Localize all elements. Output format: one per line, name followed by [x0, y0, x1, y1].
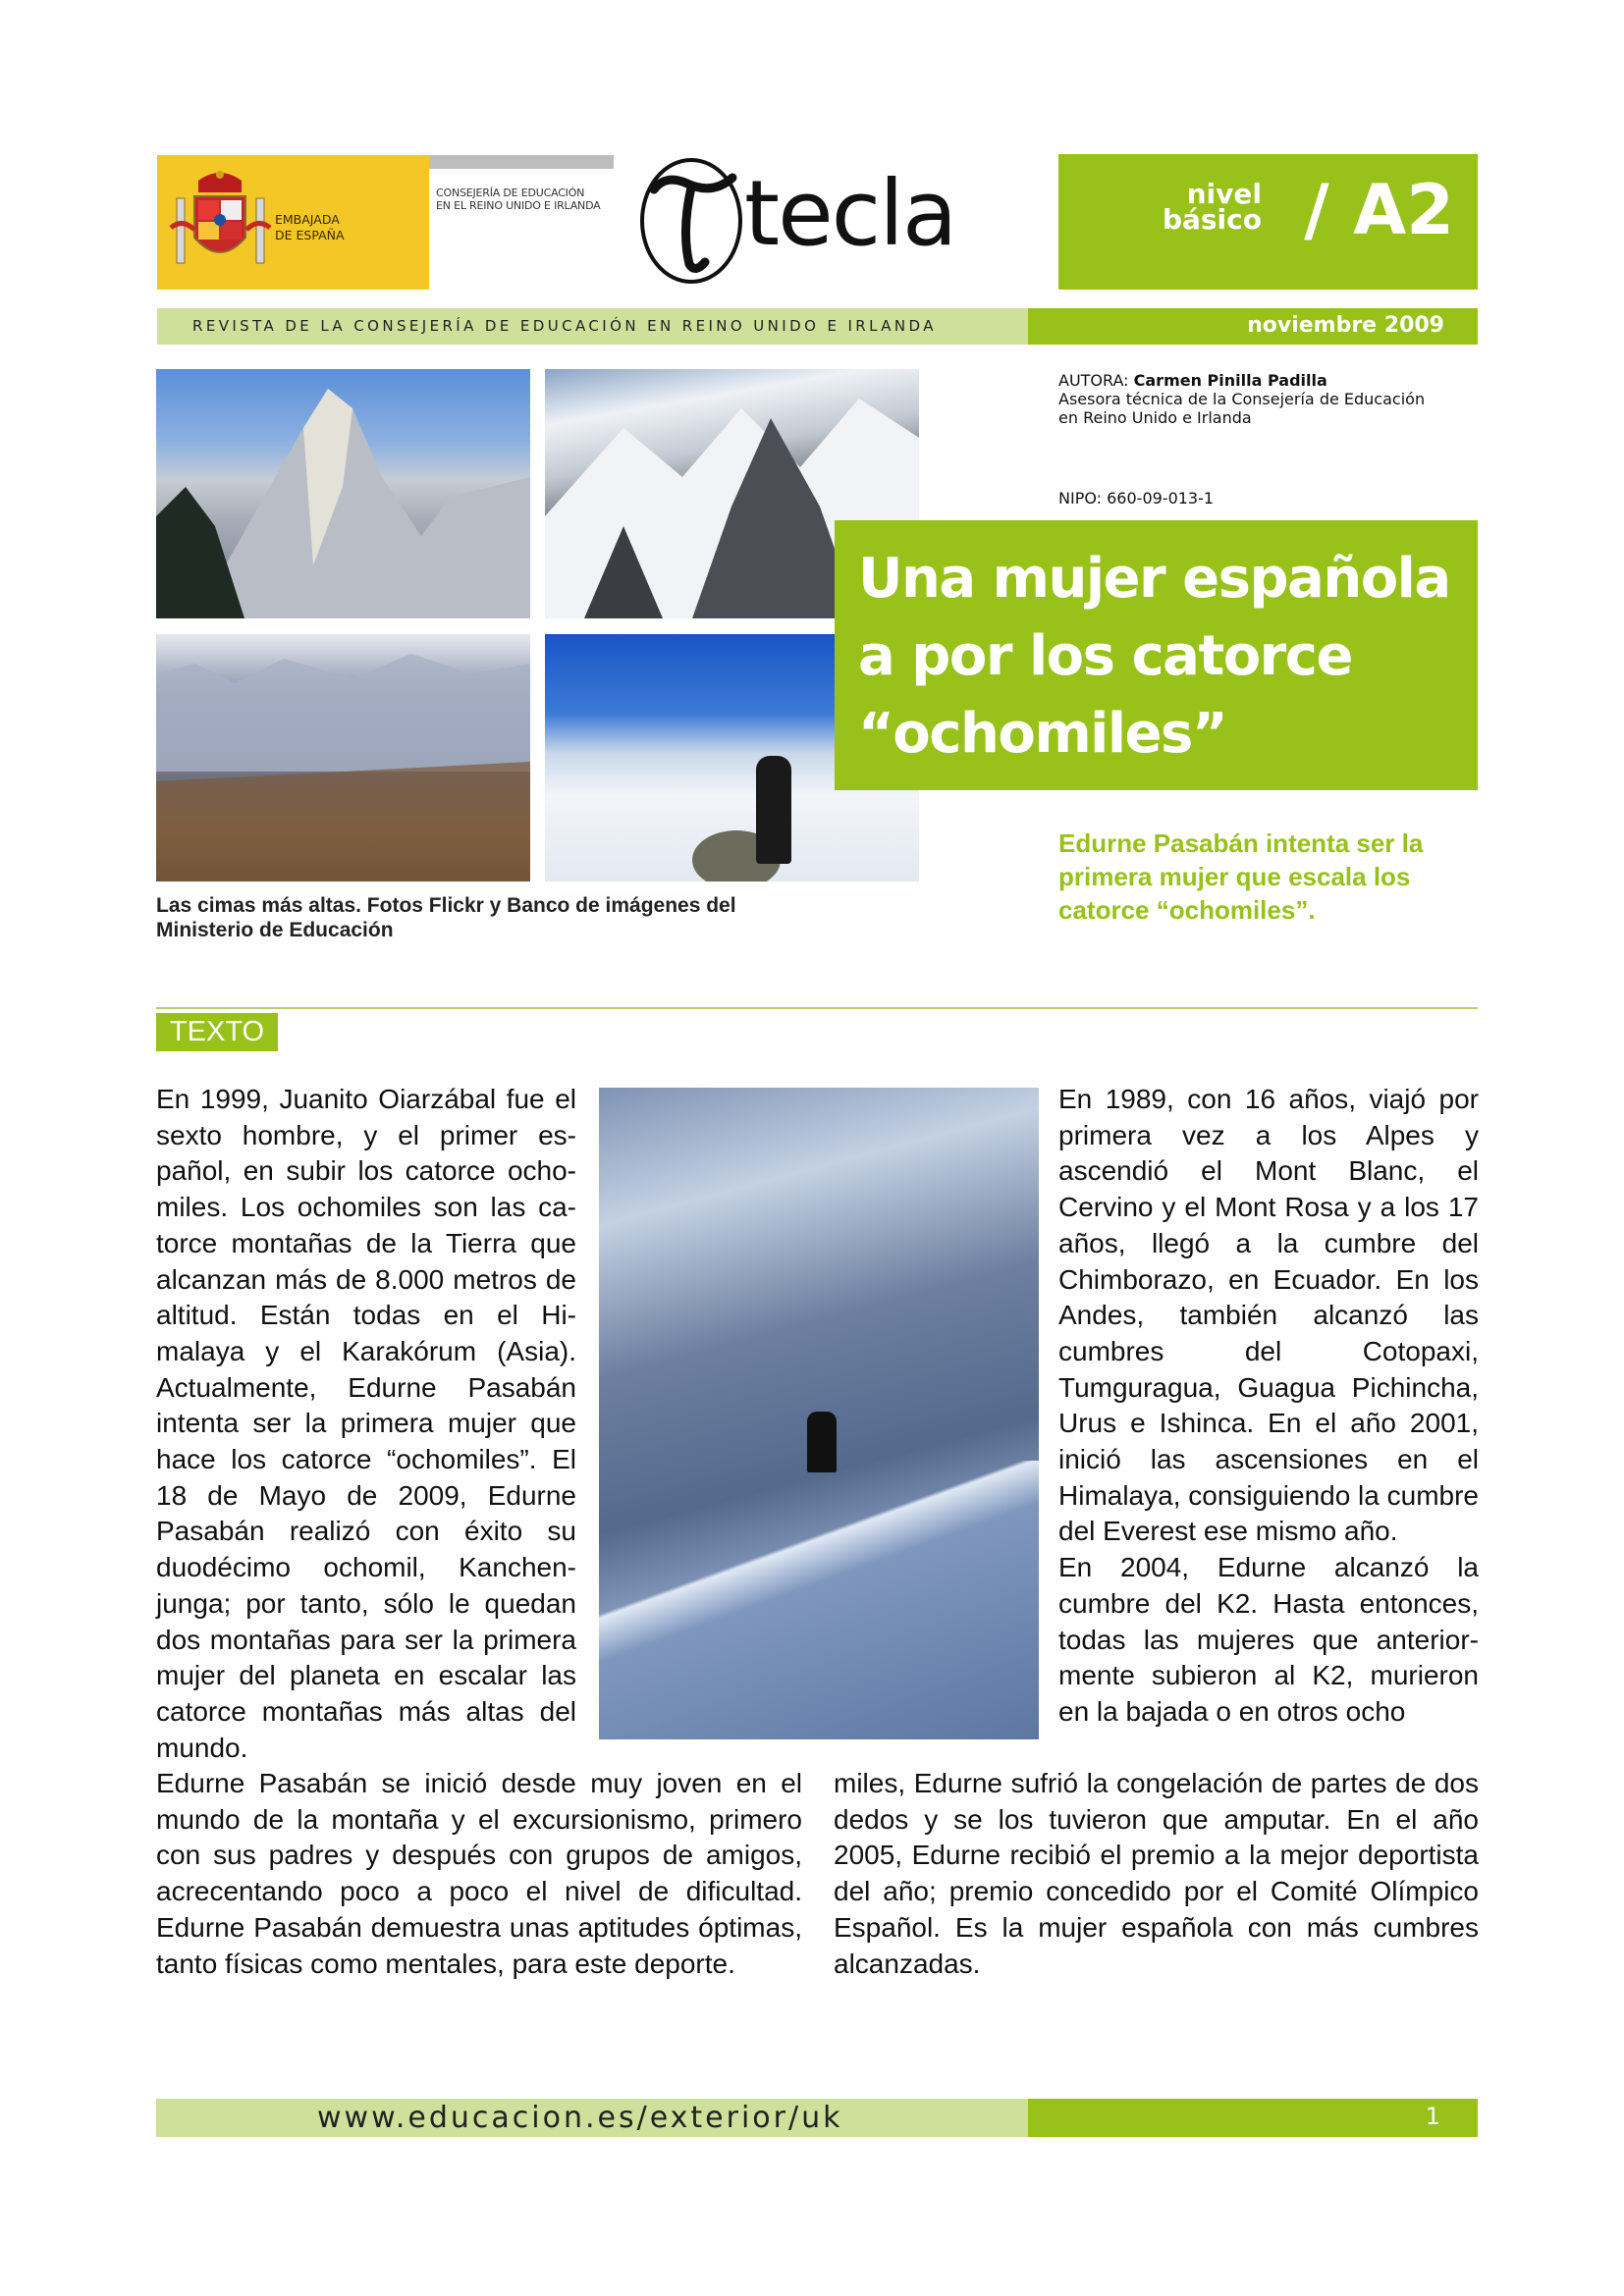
magazine-banner [157, 308, 1028, 345]
body-paragraph-right [1058, 1082, 1479, 1731]
coat-of-arms-icon [169, 169, 272, 279]
issue-date: noviembre 2009 [1247, 313, 1444, 338]
consejeria-line-2: EN EL REINO UNIDO E IRLANDA [436, 199, 601, 212]
embassy-line-1: EMBAJADA [275, 212, 340, 227]
photo-himalaya-aerial [156, 634, 530, 881]
article-title: Una mujer española a por los catorce “ochomiles” [858, 547, 1450, 766]
climber-figure [756, 756, 791, 864]
body-paragraph-right-3: miles, Edurne sufrió la congelación de partes de dos dedos y se los tuvieron que amputar. En el año 2005, Edurne recibió el premio a la mejor deportista del año; premio concedido por el Comité Olímpico Español. Es la mujer española con más cumbres alcanzadas. [834, 1768, 1479, 1979]
embassy-logo-block [157, 155, 429, 290]
magazine-name: REVISTA DE LA CONSEJERÍA DE EDUCACIÓN EN REINO UNIDO E IRLANDA [192, 317, 937, 335]
consejeria-label [436, 187, 601, 212]
author-name: Carmen Pinilla Padilla [1133, 371, 1327, 390]
embassy-line-2: DE ESPAÑA [275, 228, 345, 242]
issue-date-bar [1028, 308, 1478, 345]
footer-bar [156, 2099, 1028, 2137]
level-label-line-2: básico [1162, 203, 1262, 236]
author-role-line-2: en Reino Unido e Irlanda [1058, 408, 1252, 427]
climber-figure-main [807, 1412, 837, 1472]
body-paragraph-left-1: En 1999, Juanito Oiarzábal fue el sexto hombre, y el primer español, en subir los catorce ochomiles. Los ochomiles son las catorce montañas de la Tierra que alcanzan más de 8.000 metros de altitud. Están todas en el Himalaya y el Karakórum (Asia). Actualmente, Edurne Pasabán intenta ser la primera mujer que hace los catorce “ochomiles”. El 18 de Mayo de 2009, Edurne Pasabán realizó con éxito su duodécimo ochomil, Kanchenjunga; por tanto, sólo le quedan dos montañas para ser la primera mujer del planeta en escalar las catorce montañas más altas del mundo. [156, 1084, 576, 1763]
body-paragraph-left-2: Edurne Pasabán se inició desde muy joven en el mundo de la montaña y el excursionismo, primero con sus padres y después con grupos de amigos, acrecentando poco a poco el nivel de dificultad. Edurne Pasabán demuestra unas aptitudes óptimas, tanto físicas como mentales, para este deporte. [156, 1768, 802, 1979]
article-subtitle: Edurne Pasabán intenta ser la primera mujer que escala los catorce “ochomiles”. [1058, 828, 1424, 925]
consejeria-line-1: CONSEJERÍA DE EDUCACIÓN [436, 187, 585, 199]
section-divider [156, 1007, 1478, 1009]
footer-url-link[interactable]: www.educacion.es/exterior/uk [317, 2101, 843, 2135]
nipo-code: NIPO: 660-09-013-1 [1058, 489, 1215, 507]
footer-page-bar [1028, 2099, 1478, 2137]
section-label: TEXTO [156, 1013, 278, 1051]
photo-caption: Las cimas más altas. Fotos Flickr y Banco de imágenes del Ministerio de Educación [156, 894, 736, 941]
author-role-line-1: Asesora técnica de la Consejería de Educación [1058, 390, 1426, 408]
embassy-label [275, 212, 345, 243]
body-paragraph-right-1: En 1989, con 16 años, viajó por primera vez a los Alpes y ascendió el Mont Blanc, el Cervino y el Mont Rosa y a los 17 años, llegó a la cumbre del Chimborazo, en Ecuador. En los Andes, también alcanzó las cumbres del Cotopaxi, Tumguragua, Guagua Pichincha, Urus e Ishinca. En el año 2001, inició las ascensiones en el Himalaya, consiguiendo la cumbre del Everest ese mismo año. [1058, 1084, 1479, 1547]
header-gray-bar [429, 155, 614, 169]
page-number: 1 [1425, 2103, 1440, 2130]
author-label: AUTORA: [1058, 371, 1129, 390]
level-code: / A2 [1304, 170, 1454, 250]
snow-ridge-shape [599, 1461, 1039, 1739]
photo-climber-ridge [599, 1088, 1039, 1739]
level-label [1162, 178, 1262, 236]
level-label-line-1: nivel [1186, 178, 1262, 210]
article-title-box [835, 520, 1478, 790]
tecla-logo-word: tecla [744, 161, 956, 266]
author-info [1058, 371, 1425, 427]
photo-mountain-peak [156, 369, 530, 618]
himalaya-aerial-image [156, 634, 530, 881]
level-badge [1058, 154, 1478, 290]
tecla-logo-icon [636, 152, 746, 285]
body-paragraph-right-2: En 2004, Edurne alcanzó la cumbre del K2. Hasta entonces, todas las mujeres que anteriormente subieron al K2, murieron en la bajada o en otros ocho [1058, 1552, 1479, 1727]
mountain-peak-image [156, 369, 530, 618]
